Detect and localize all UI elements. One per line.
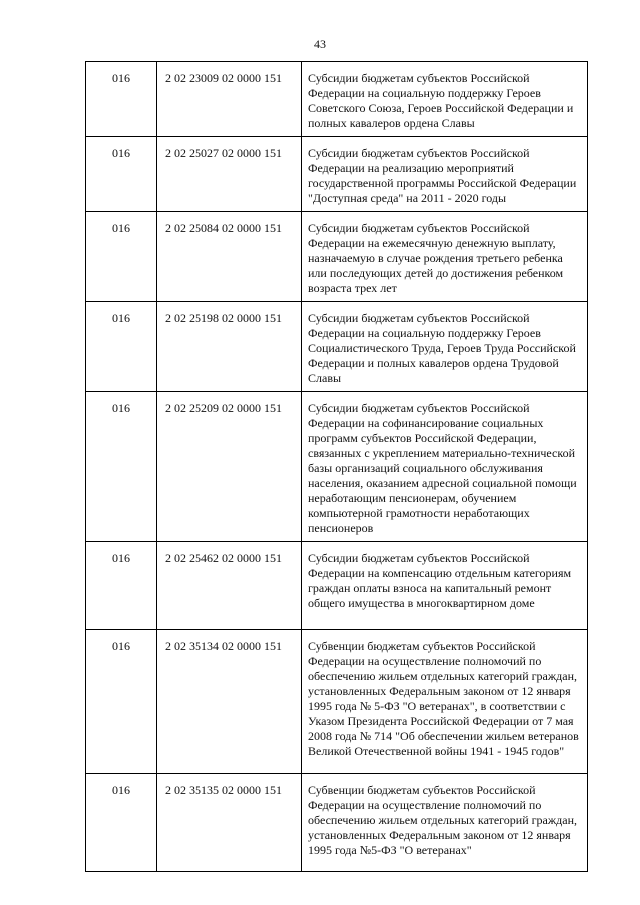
table-row [86, 392, 588, 542]
admin-code-cell: 016 [86, 137, 157, 212]
revenue-name-cell: Субсидии бюджетам субъектов Российской Федерации на реализацию мероприятий государственной программы Российской Федерации "Доступная среда" на 2011 - 2020 годы [302, 137, 588, 212]
budget-code-cell: 2 02 25198 02 0000 151 [157, 302, 302, 392]
page-number: 43 [314, 37, 326, 51]
revenue-name-cell: Субсидии бюджетам субъектов Российской Федерации на социальную поддержку Героев Социалистического Труда, Героев Труда Российской Федерации и полных кавалеров ордена Трудовой Славы [302, 302, 588, 392]
revenue-name-cell: Субвенции бюджетам субъектов Российской Федерации на осуществление полномочий по обеспечению жильем отдельных категорий граждан, установленных Федеральным законом от 12 января 1995 года №5-ФЗ "О ветеранах" [302, 774, 588, 872]
budget-code-cell: 2 02 25462 02 0000 151 [157, 542, 302, 630]
table-row [86, 630, 588, 774]
budget-code-cell: 2 02 35134 02 0000 151 [157, 630, 302, 774]
admin-code-cell: 016 [86, 212, 157, 302]
budget-code-cell: 2 02 35135 02 0000 151 [157, 774, 302, 872]
table-row [86, 137, 588, 212]
admin-code-cell: 016 [86, 302, 157, 392]
admin-code-cell: 016 [86, 392, 157, 542]
revenue-name-cell: Субсидии бюджетам субъектов Российской Федерации на социальную поддержку Героев Советского Союза, Героев Российской Федерации и полных кавалеров ордена Славы [302, 62, 588, 137]
revenue-name-cell: Субсидии бюджетам субъектов Российской Федерации на ежемесячную денежную выплату, назначаемую в случае рождения третьего ребенка или последующих детей до достижения ребенком возраста трех лет [302, 212, 588, 302]
admin-code-cell: 016 [86, 542, 157, 630]
revenue-name-cell: Субсидии бюджетам субъектов Российской Федерации на компенсацию отдельным категориям граждан оплаты взноса на капитальный ремонт общего имущества в многоквартирном доме [302, 542, 588, 630]
budget-code-cell: 2 02 25027 02 0000 151 [157, 137, 302, 212]
admin-code-cell: 016 [86, 630, 157, 774]
budget-code-cell: 2 02 25084 02 0000 151 [157, 212, 302, 302]
revenue-name-cell: Субвенции бюджетам субъектов Российской Федерации на осуществление полномочий по обеспечению жильем отдельных категорий граждан, установленных Федеральным законом от 12 января 1995 года № 5-ФЗ "О ветеранах", в соответствии с Указом Президента Российской Федерации от 7 мая 2008 года № 714 "Об обеспечении жильем ветеранов Великой Отечественной войны 1941 - 1945 годов" [302, 630, 588, 774]
table-row [86, 774, 588, 872]
budget-code-cell: 2 02 23009 02 0000 151 [157, 62, 302, 137]
budget-code-cell: 2 02 25209 02 0000 151 [157, 392, 302, 542]
admin-code-cell: 016 [86, 62, 157, 137]
admin-code-cell: 016 [86, 774, 157, 872]
budget-classification-table [85, 61, 588, 872]
table-row [86, 302, 588, 392]
table-row [86, 62, 588, 137]
table-row [86, 542, 588, 630]
revenue-name-cell: Субсидии бюджетам субъектов Российской Федерации на софинансирование социальных программ субъектов Российской Федерации, связанных с укреплением материально-технической базы организаций социального обслуживания населения, оказанием адресной социальной помощи неработающим пенсионерам, обучением компьютерной грамотности неработающих пенсионеров [302, 392, 588, 542]
table-row [86, 212, 588, 302]
